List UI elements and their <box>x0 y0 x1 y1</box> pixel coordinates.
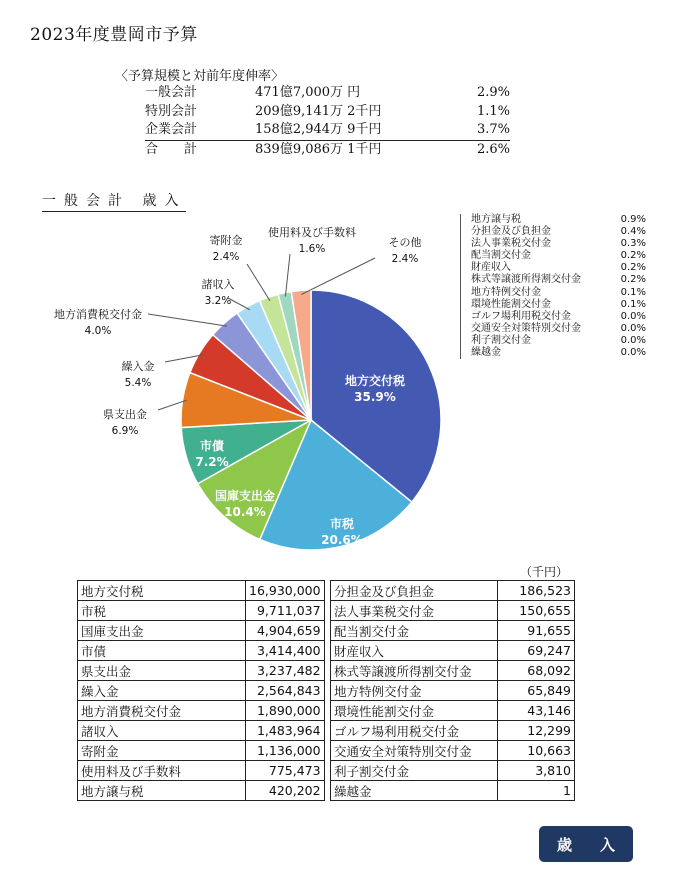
revenue-item-value: 775,473 <box>246 761 325 781</box>
revenue-item-name: 地方特例交付金 <box>331 681 498 701</box>
slice-label: 使用料及び手数料 <box>268 226 356 239</box>
table-row <box>331 781 575 801</box>
other-breakdown-label: 法人事業税交付金 <box>471 238 551 250</box>
revenue-item-value: 3,237,482 <box>246 661 325 681</box>
leader-line <box>247 264 270 301</box>
other-breakdown-item <box>471 299 646 311</box>
other-breakdown-item <box>471 347 646 359</box>
revenue-item-name: 繰入金 <box>78 681 246 701</box>
slice-label: 地方消費税交付金 <box>54 308 142 321</box>
other-breakdown-item <box>471 238 646 250</box>
leader-line <box>301 258 375 294</box>
table-row <box>331 721 575 741</box>
other-breakdown-label: 地方譲与税 <box>471 214 521 225</box>
revenue-item-name: 利子割交付金 <box>331 761 498 781</box>
summary-total-row <box>145 140 510 159</box>
slice-percent: 35.9% <box>354 390 396 404</box>
revenue-item-value: 1,890,000 <box>246 701 325 721</box>
revenue-item-name: 県支出金 <box>78 661 246 681</box>
summary-name: 企業会計 <box>145 122 198 137</box>
other-breakdown-pct: 0.0% <box>620 322 646 334</box>
slice-percent: 10.4% <box>224 505 266 519</box>
other-breakdown-list <box>460 214 646 359</box>
slice-label: 国庫支出金 <box>214 489 276 503</box>
revenue-table-left <box>77 580 325 801</box>
revenue-item-name: 地方交付税 <box>78 581 246 601</box>
other-breakdown-item <box>471 226 646 238</box>
table-row <box>78 681 325 701</box>
slice-percent: 2.4% <box>212 251 240 263</box>
other-breakdown-label: ゴルフ場利用税交付金 <box>471 310 571 322</box>
other-breakdown-label: 利子割交付金 <box>471 334 531 346</box>
other-breakdown-item <box>471 214 646 226</box>
other-breakdown-label: 交通安全対策特別交付金 <box>471 322 581 334</box>
revenue-item-value: 1,483,964 <box>246 721 325 741</box>
revenue-item-name: 地方消費税交付金 <box>78 701 246 721</box>
revenue-item-value: 150,655 <box>498 601 575 621</box>
slice-label: 繰入金 <box>121 360 155 373</box>
slice-label: 県支出金 <box>103 408 147 421</box>
other-breakdown-item <box>471 323 646 335</box>
slice-label: 市債 <box>199 439 225 453</box>
summary-name: 特別会計 <box>145 103 198 119</box>
other-breakdown-pct: 0.0% <box>620 334 646 346</box>
other-breakdown-pct: 0.4% <box>620 226 646 238</box>
other-breakdown-item <box>471 335 646 347</box>
table-row <box>78 661 325 681</box>
table-row <box>78 781 325 801</box>
other-breakdown-label: 分担金及び負担金 <box>471 226 551 238</box>
slice-label: 諸収入 <box>201 278 235 291</box>
table-row <box>331 581 575 601</box>
slice-label: 寄附金 <box>209 234 243 247</box>
slice-percent: 7.2% <box>195 455 229 469</box>
revenue-item-value: 16,930,000 <box>246 581 325 601</box>
table-row <box>78 641 325 661</box>
table-row <box>331 641 575 661</box>
revenue-item-value: 69,247 <box>498 641 575 661</box>
other-breakdown-label: 地方特例交付金 <box>471 286 541 298</box>
table-row <box>78 581 325 601</box>
revenue-item-value: 68,092 <box>498 661 575 681</box>
table-row <box>78 701 325 721</box>
revenue-item-name: 財産収入 <box>331 641 498 661</box>
summary-amount: 471億7,000万 円 <box>255 85 361 100</box>
summary-pct: 2.9% <box>476 85 510 100</box>
summary-row <box>145 121 510 140</box>
revenue-item-value: 420,202 <box>246 781 325 801</box>
other-breakdown-pct: 0.3% <box>620 238 646 250</box>
slice-percent: 3.2% <box>204 295 232 307</box>
slice-percent: 4.0% <box>84 325 112 337</box>
summary-name: 合 計 <box>145 140 255 159</box>
summary-pct: 3.7% <box>476 122 510 137</box>
revenue-item-value: 10,663 <box>498 741 575 761</box>
other-breakdown-pct: 0.2% <box>620 250 646 262</box>
table-row <box>78 761 325 781</box>
other-breakdown-item <box>471 311 646 323</box>
other-breakdown-label: 財産収入 <box>471 262 511 274</box>
section-heading: 一般会計 歳入 <box>42 190 186 212</box>
other-breakdown-label: 繰越金 <box>471 347 501 359</box>
leader-line <box>148 314 227 326</box>
other-breakdown-item <box>471 287 646 299</box>
revenue-item-value: 9,711,037 <box>246 601 325 621</box>
table-row <box>331 661 575 681</box>
unit-label: （千円） <box>520 565 569 579</box>
revenue-table-right <box>330 580 575 801</box>
slice-percent: 20.6% <box>321 533 363 547</box>
revenue-pie-chart <box>0 210 460 565</box>
summary-amount: 158億2,944万 9千円 <box>255 122 382 137</box>
summary-caption: 〈予算規模と対前年度伸率〉 <box>115 69 285 84</box>
slice-percent: 6.9% <box>111 425 139 437</box>
revenue-item-name: 株式等譲渡所得割交付金 <box>331 661 498 681</box>
other-breakdown-item <box>471 274 646 286</box>
revenue-item-name: 市債 <box>78 641 246 661</box>
revenue-item-value: 1,136,000 <box>246 741 325 761</box>
other-breakdown-label: 環境性能割交付金 <box>471 298 551 310</box>
slice-percent: 5.4% <box>124 377 152 389</box>
slice-label: 地方交付税 <box>344 374 406 388</box>
table-row <box>331 761 575 781</box>
revenue-item-name: 配当割交付金 <box>331 621 498 641</box>
revenue-item-value: 12,299 <box>498 721 575 741</box>
revenue-item-value: 3,414,400 <box>246 641 325 661</box>
table-row <box>331 681 575 701</box>
revenue-item-value: 1 <box>498 781 575 801</box>
revenue-item-name: 市税 <box>78 601 246 621</box>
tab-label-char: 歳 <box>557 835 573 854</box>
other-breakdown-pct: 0.0% <box>620 347 646 359</box>
revenue-item-name: 寄附金 <box>78 741 246 761</box>
other-breakdown-pct: 0.2% <box>620 262 646 274</box>
other-breakdown-label: 配当割交付金 <box>471 250 531 262</box>
other-breakdown-pct: 0.0% <box>620 310 646 322</box>
slice-label: その他 <box>388 236 422 249</box>
other-breakdown-pct: 0.1% <box>620 298 646 310</box>
other-breakdown-pct: 0.2% <box>620 274 646 286</box>
other-breakdown-item <box>471 262 646 274</box>
revenue-item-name: 繰越金 <box>331 781 498 801</box>
summary-pct: 2.6% <box>415 140 510 159</box>
table-row <box>78 621 325 641</box>
table-row <box>331 601 575 621</box>
revenue-item-name: 環境性能割交付金 <box>331 701 498 721</box>
revenue-item-value: 43,146 <box>498 701 575 721</box>
revenue-item-value: 2,564,843 <box>246 681 325 701</box>
revenue-item-name: 分担金及び負担金 <box>331 581 498 601</box>
revenue-item-name: 法人事業税交付金 <box>331 601 498 621</box>
revenue-item-value: 4,904,659 <box>246 621 325 641</box>
page-title: 2023年度豊岡市予算 <box>30 25 198 45</box>
slice-percent: 2.4% <box>391 253 419 265</box>
summary-row <box>145 103 510 122</box>
revenue-item-name: ゴルフ場利用税交付金 <box>331 721 498 741</box>
revenue-item-value: 65,849 <box>498 681 575 701</box>
revenue-item-name: 交通安全対策特別交付金 <box>331 741 498 761</box>
tab-label-char: 入 <box>599 835 615 854</box>
table-row <box>331 621 575 641</box>
leader-line <box>285 254 290 297</box>
revenue-item-name: 使用料及び手数料 <box>78 761 246 781</box>
summary-table <box>145 84 510 159</box>
revenue-item-name: 諸収入 <box>78 721 246 741</box>
revenue-item-name: 地方譲与税 <box>78 781 246 801</box>
table-row <box>331 701 575 721</box>
table-row <box>78 601 325 621</box>
table-row <box>78 721 325 741</box>
summary-pct: 1.1% <box>476 103 510 119</box>
summary-name: 一般会計 <box>145 85 198 100</box>
other-breakdown-pct: 0.9% <box>620 214 646 225</box>
slice-percent: 1.6% <box>298 243 326 255</box>
revenue-item-value: 91,655 <box>498 621 575 641</box>
revenue-item-value: 186,523 <box>498 581 575 601</box>
table-row <box>331 741 575 761</box>
slice-label: 市税 <box>329 517 355 531</box>
other-breakdown-pct: 0.1% <box>620 286 646 298</box>
revenue-item-name: 国庫支出金 <box>78 621 246 641</box>
summary-row <box>145 84 510 103</box>
summary-amount: 839億9,086万 1千円 <box>255 140 415 159</box>
revenue-item-value: 3,810 <box>498 761 575 781</box>
other-breakdown-item <box>471 250 646 262</box>
table-row <box>78 741 325 761</box>
other-breakdown-label: 株式等譲渡所得割交付金 <box>471 274 581 286</box>
summary-amount: 209億9,141万 2千円 <box>255 103 382 119</box>
revenue-tab-button[interactable] <box>539 826 633 862</box>
